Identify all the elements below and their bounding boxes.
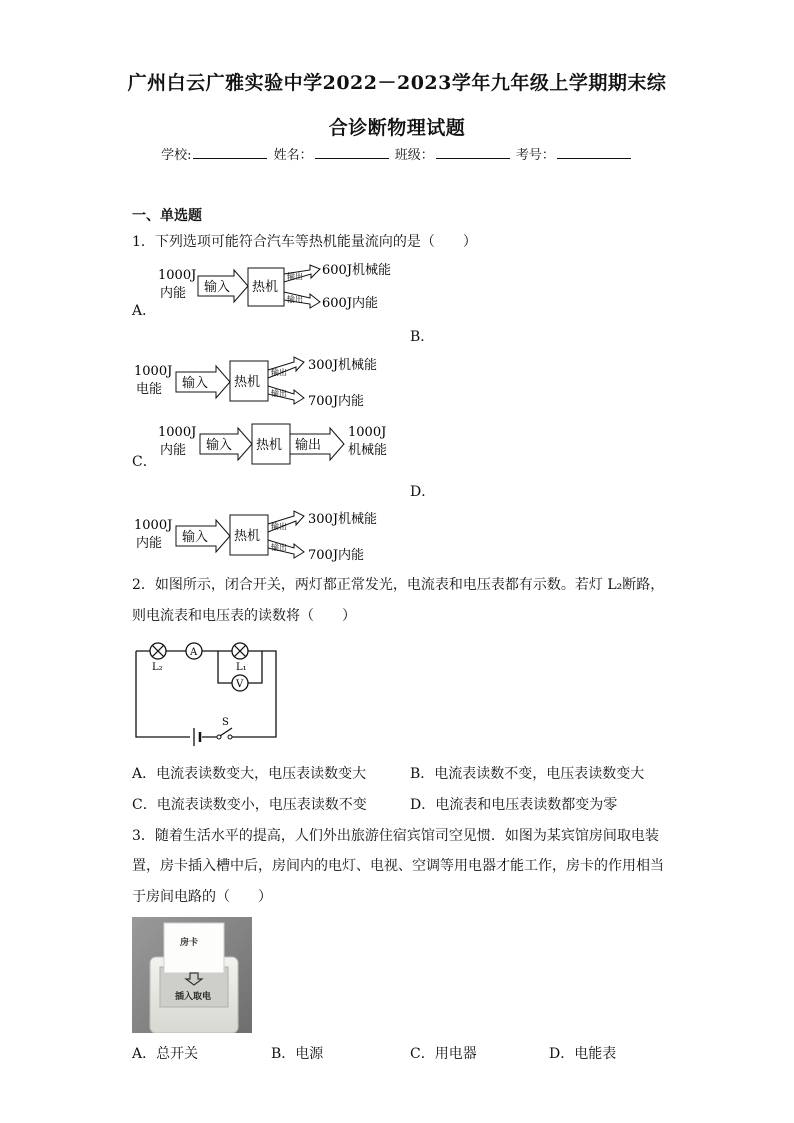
diagram-input-amount: 1000J	[134, 364, 173, 379]
q3-option-c[interactable]: C．用电器	[410, 1046, 477, 1062]
output-label: 输出	[271, 522, 287, 531]
input-label: 输入	[206, 438, 233, 453]
ammeter-label: A	[190, 647, 198, 658]
battery-icon	[190, 728, 202, 746]
name-blank[interactable]	[315, 146, 389, 159]
q1-diagram-d	[130, 506, 400, 566]
q3-stem-line1: 3．随着生活水平的提高，人们外出旅游住宿宾馆司空见惯．如图为某宾馆房间取电装	[132, 828, 659, 844]
heat-engine-label: 热机	[252, 280, 279, 295]
school-blank[interactable]	[193, 146, 267, 159]
name-label: 姓名：	[273, 148, 313, 163]
output-label: 输出	[287, 272, 303, 281]
q1-option-a-label[interactable]: A．	[132, 303, 157, 319]
output-1: 300J机械能	[308, 512, 378, 527]
output-2: 700J内能	[308, 548, 365, 563]
lamp-l2-label: L₂	[152, 662, 163, 673]
voltmeter-label: V	[236, 679, 244, 690]
q3-stem-line3: 于房间电路的（ ）	[132, 889, 272, 905]
output-2: 700J内能	[308, 394, 365, 409]
output-label: 输出	[287, 295, 303, 304]
output-label: 输出	[295, 438, 322, 453]
diagram-input-type: 内能	[160, 286, 187, 301]
output-label: 输出	[271, 368, 287, 377]
section-heading: 一、单选题	[132, 208, 202, 224]
output-type: 机械能	[348, 443, 388, 458]
q2-option-d[interactable]: D．电流表和电压表读数都变为零	[410, 797, 618, 813]
heat-engine-label: 热机	[256, 438, 283, 453]
class-label: 班级：	[394, 148, 434, 163]
page-title-line2: 合诊断物理试题	[328, 117, 466, 139]
room-card-label: 房卡	[180, 938, 199, 948]
lamp-l1-icon	[232, 643, 248, 659]
insert-power-label: 插入取电	[175, 992, 212, 1002]
input-label: 输入	[182, 376, 209, 391]
q1-stem: 1．下列选项可能符合汽车等热机能量流向的是（ ）	[132, 234, 477, 250]
output-2: 600J内能	[322, 296, 379, 311]
diagram-input-type: 电能	[136, 382, 163, 397]
diagram-input-amount: 1000J	[134, 518, 173, 533]
output-1: 300J机械能	[308, 358, 378, 373]
q3-keycard-photo	[132, 917, 252, 1033]
output-1: 600J机械能	[322, 263, 392, 278]
q3-option-a[interactable]: A．总开关	[132, 1046, 199, 1062]
q1-option-d-label[interactable]: D．	[410, 484, 436, 500]
switch-label: S	[222, 717, 229, 728]
heat-engine-label: 热机	[234, 529, 261, 544]
output-amount: 1000J	[348, 425, 387, 440]
output-label: 输出	[271, 543, 287, 552]
exam-number-label: 考号：	[515, 148, 555, 163]
switch-icon	[217, 728, 232, 740]
diagram-input-type: 内能	[160, 443, 187, 458]
output-label: 输出	[271, 389, 287, 398]
q1-diagram-b	[130, 352, 400, 410]
q3-option-d[interactable]: D．电能表	[549, 1046, 617, 1062]
q1-diagram-a	[150, 260, 410, 318]
input-label: 输入	[182, 530, 209, 545]
diagram-input-amount: 1000J	[158, 268, 197, 283]
input-label: 输入	[204, 280, 231, 295]
q2-stem-line1: 2．如图所示，闭合开关，两灯都正常发光，电流表和电压表都有示数。若灯 L₂断路，	[132, 577, 665, 593]
exam-number-blank[interactable]	[557, 146, 631, 159]
diagram-input-type: 内能	[136, 536, 163, 551]
page-title: 广州白云广雅实验中学2022－2023学年九年级上学期期末综	[127, 72, 667, 94]
heat-engine-label: 热机	[234, 375, 261, 390]
q1-option-b-label[interactable]: B．	[410, 329, 435, 345]
q2-option-b[interactable]: B．电流表读数不变，电压表读数变大	[410, 766, 645, 782]
class-blank[interactable]	[436, 146, 510, 159]
school-label: 学校:	[161, 148, 192, 163]
q2-circuit-diagram	[130, 640, 286, 746]
q2-option-a[interactable]: A．电流表读数变大，电压表读数变大	[132, 766, 367, 782]
lamp-l1-label: L₁	[236, 662, 247, 673]
lamp-l2-icon	[150, 643, 166, 659]
student-info	[0, 144, 794, 163]
q2-option-c[interactable]: C．电流表读数变小，电压表读数不变	[132, 797, 367, 813]
q3-stem-line2: 置，房卡插入槽中后，房间内的电灯、电视、空调等用电器才能工作，房卡的作用相当	[132, 858, 664, 874]
room-card	[164, 923, 224, 973]
q2-stem-line2: 则电流表和电压表的读数将（ ）	[132, 608, 356, 624]
diagram-input-amount: 1000J	[158, 425, 197, 440]
q1-option-c-label[interactable]: C．	[132, 454, 157, 470]
q3-option-b[interactable]: B．电源	[271, 1046, 324, 1062]
q1-diagram-c	[150, 420, 410, 470]
